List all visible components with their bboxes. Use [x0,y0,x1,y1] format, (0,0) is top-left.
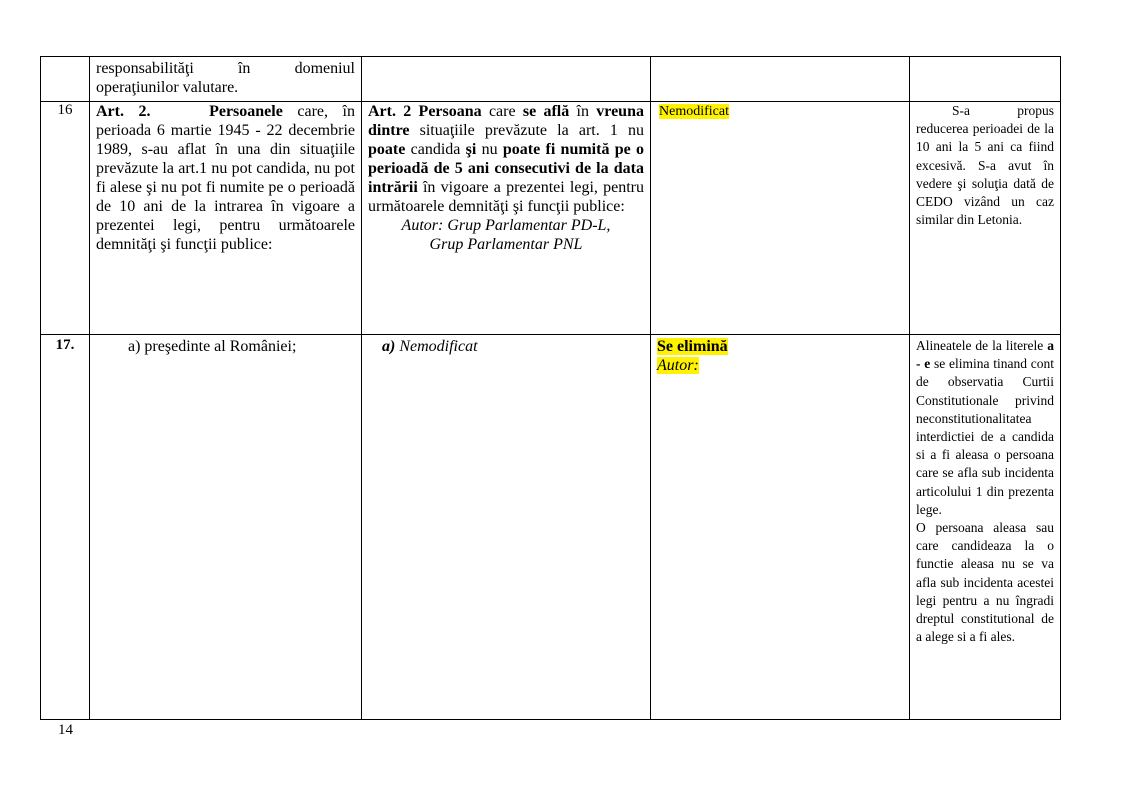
amendment-status: Nemodificat [395,338,478,355]
amendment-cell [362,57,651,102]
motivation-cell [910,335,1061,720]
author-label: Autor: [657,357,699,374]
motivation-paragraph: Alineatele de la literele a - e se elimina tinand cont de observatia Curtii Constitutionale privind neconstitutionalitatea interdictiei de a candida si a fi aleasa o persoana care se afla sub incidenta articolului 1 din prezenta lege. [916,338,1054,517]
motivation-cell [910,57,1061,102]
law-point-text: a) preşedinte al României; [128,338,297,355]
row-number-cell: 16 [41,102,90,335]
article-label: Art. 2. [96,103,151,120]
status-highlight: Nemodificat [659,104,729,119]
amendment-text: Art. 2 Persoana care se află în vreuna dintre situaţiile prevăzute la art. 1 nu poate candida şi nu poate fi numită pe o perioadă de 5 ani consecutivi de la data intrării în vigoare a prezentei legi, pentru următoarele demnităţi şi funcţii publice: [368,103,644,215]
commission-cell [651,335,910,720]
law-text-cell [90,335,362,720]
author-line: Grup Parlamentar PNL [429,236,583,253]
page-number: 14 [58,722,73,738]
author-line: Autor: Grup Parlamentar PD-L, [401,217,611,234]
law-text-cell: responsabilităţi în domeniul operaţiunilor valutare. [90,57,362,102]
article-text: care, în perioada 6 martie 1945 - 22 decembrie 1989, s-au aflat în una din situaţiile prevăzute la art.1 nu pot candida, nu pot fi alese şi nu pot fi numite pe o perioadă de 10 ani de la intrarea în vigoare a prezentei legi, pentru următoarele demnităţi şi funcţii publice: [96,103,355,253]
commission-cell [651,57,910,102]
bold-term: Persoanele [209,103,283,120]
law-text-cell [90,102,362,335]
row-number-cell [41,57,90,102]
motivation-text: S-a propus reducerea perioadei de la 10 ani la 5 ani ca fiind excesivă. S-a avut în vedere şi soluţia dată de CEDO vizând un caz similar din Letonia. [916,103,1054,228]
amendment-cell [362,102,651,335]
motivation-paragraph: O persoana aleasa sau care candideaza la o functie aleasa nu se va afla sub incidenta acestei legi pentru a nu îngradi dreptul constitutional de a alege si a fi ales. [916,520,1054,645]
motivation-cell [910,102,1061,335]
point-label: a) [382,338,396,355]
commission-cell [651,102,910,335]
amendment-cell [362,335,651,720]
table-row [41,335,1061,720]
table-row [41,57,1061,102]
status-highlight: Se elimină [657,338,728,355]
table-row [41,102,1061,335]
row-number-cell: 17. [41,335,90,720]
amendments-table [40,56,1061,720]
